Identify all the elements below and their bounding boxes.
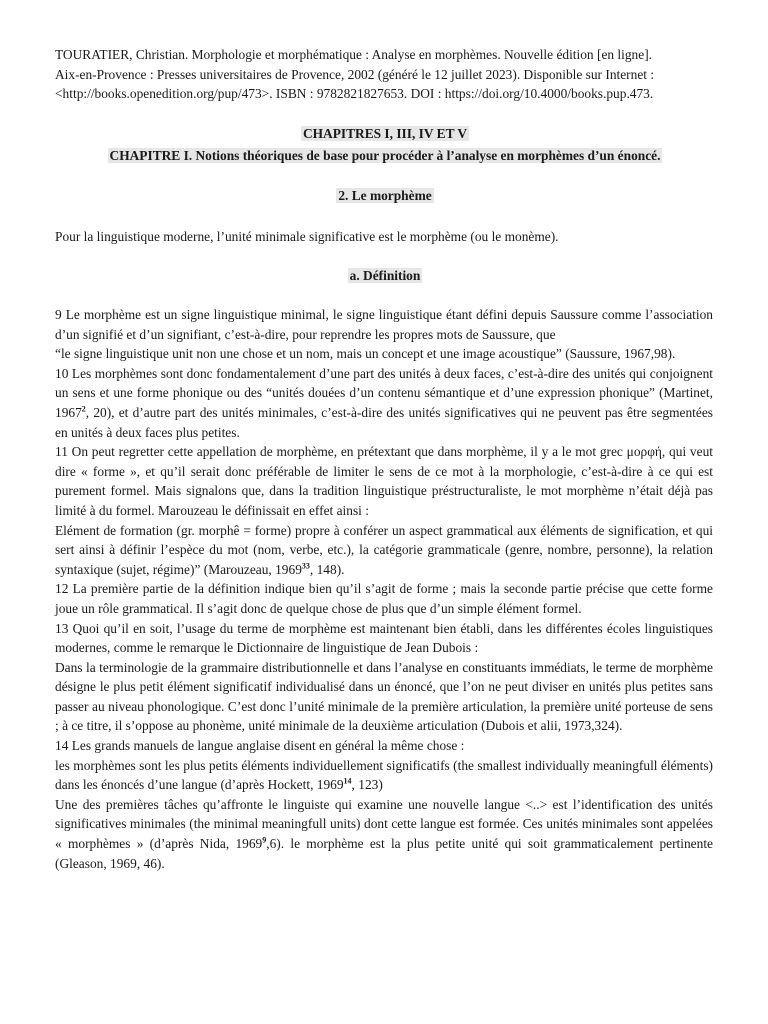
subsection-heading: a. Définition [349,268,421,283]
intro-paragraph: Pour la linguistique moderne, l’unité minimale significative est le morphème (ou le monème). [55,229,559,244]
paragraph: 9 Le morphème est un signe linguistique minimal, le signe linguistique étant défini depuis Saussure comme l’association d’un signifié et d’un signifiant, c’est-à-dire, pour reprendre les propres mots de Saussure, que [55,307,713,342]
quote-paragraph: Dans la terminologie de la grammaire distributionnelle et dans l’analyse en constituants immédiats, le terme de morphème désigne le plus petit élément significatif individualisé dans un énoncé, que l’on ne peut diviser en unités plus petites sans passer au niveau phonologique. C’est donc l’unité minimale de la première articulation, la première unité porteuse de sens ; à ce titre, il s’oppose au phonème, unité minimale de la deuxième articulation (Dubois et alii, 1973,324). [55,659,713,734]
citation-block [55,45,715,104]
paragraph: 14 Les grands manuels de langue anglaise disent en général la même chose : [55,738,465,754]
chapter-heading: CHAPITRE I. Notions théoriques de base pour procéder à l’analyse en morphèmes d’un énoncé. [109,148,661,163]
footnote-ref: 9 [262,835,267,845]
footnote-ref: 33 [301,561,310,571]
citation-line: TOURATIER, Christian. Morphologie et morphématique : Analyse en morphèmes. Nouvelle édition [en ligne]. [55,47,653,62]
paragraph: 13 Quoi qu’il en soit, l’usage du terme de morphème est maintenant bien établi, dans les différentes écoles linguistiques modernes, comme le remarque le Dictionnaire de linguistique de Jean Dubois : [55,620,713,656]
chapters-heading: CHAPITRES I, III, IV ET V [302,126,468,141]
footnote-ref: 2 [81,404,86,414]
body-text [55,305,713,873]
citation-line: Aix-en-Provence : Presses universitaires de Provence, 2002 (généré le 12 juillet 2023). Disponible sur Internet : [55,66,655,82]
quote-paragraph: les morphèmes sont les plus petits éléments individuellement significatifs (the smallest individually meaningfull éléments) dans les énoncés d’une langue (d’après Hockett, 1969$^{14}$, 123) [55,757,713,793]
paragraph: 12 La première partie de la définition indique bien qu’il s’agit de forme ; mais la seconde partie précise que cette forme joue un rôle grammatical. Il s’agit donc de quelque chose de plus que d’un simple élément formel. [55,581,713,616]
footnote-ref: 14 [343,776,352,786]
quote-paragraph: “le signe linguistique unit non une chose et un nom, mais un concept et une image acoustique” (Saussure, 1967,98). [55,346,676,362]
quote-paragraph: Elément de formation (gr. morphê = forme) propre à conférer un aspect grammatical aux éléments de signification, et qui sert ainsi à définir l’espèce du mot (nom, verbe, etc.), la catégorie grammaticale (genre, nombre, personne), la relation syntaxique (sujet, régime)” (Marouzeau, 1969$^{33}$, 148). [55,522,713,577]
section-heading: 2. Le morphème [338,188,432,203]
citation-line: <http://books.openedition.org/pup/473>. ISBN : 9782821827653. DOI : https://doi.org/10.4000/books.pup.473. [55,86,654,102]
quote-paragraph: Une des premières tâches qu’affronte le linguiste qui examine une nouvelle langue <..> est l’identification des unités significatives minimales (the minimal meaningfull units) dont cette langue est formée. Ces unités minimales sont appelées « morphèmes » (d’après Nida, 1969$^9$,6). le morphème est la plus petite unité qui soit grammaticalement pertinente (Gleason, 1969, 46). [55,796,713,871]
paragraph: 11 On peut regretter cette appellation de morphème, en prétextant que dans morphème, il y a le mot grec μορφή, qui veut dire « forme », et qu’il serait donc préférable de limiter le sens de ce mot à la morphologie, c’est-à-dire à ce qui est purement formel. Mais signalons que, dans la tradition linguistique préstructuraliste, le mot morphème n’était déjà pas limité à du formel. Marouzeau le définissait en effet ainsi : [55,444,713,518]
paragraph: 10 Les morphèmes sont donc fondamentalement d’une part des unités à deux faces, c’est-à-dire des unités qui conjoignent un sens et une forme phonique ou des “unités douées d’un contenu sémantique et d’une expression phonique” (Martinet, 1967$^2$, 20), et d’autre part des unités minimales, c’est-à-dire des unités significatives qui ne peuvent pas être segmentées en unités à deux faces plus petites. [55,365,713,440]
